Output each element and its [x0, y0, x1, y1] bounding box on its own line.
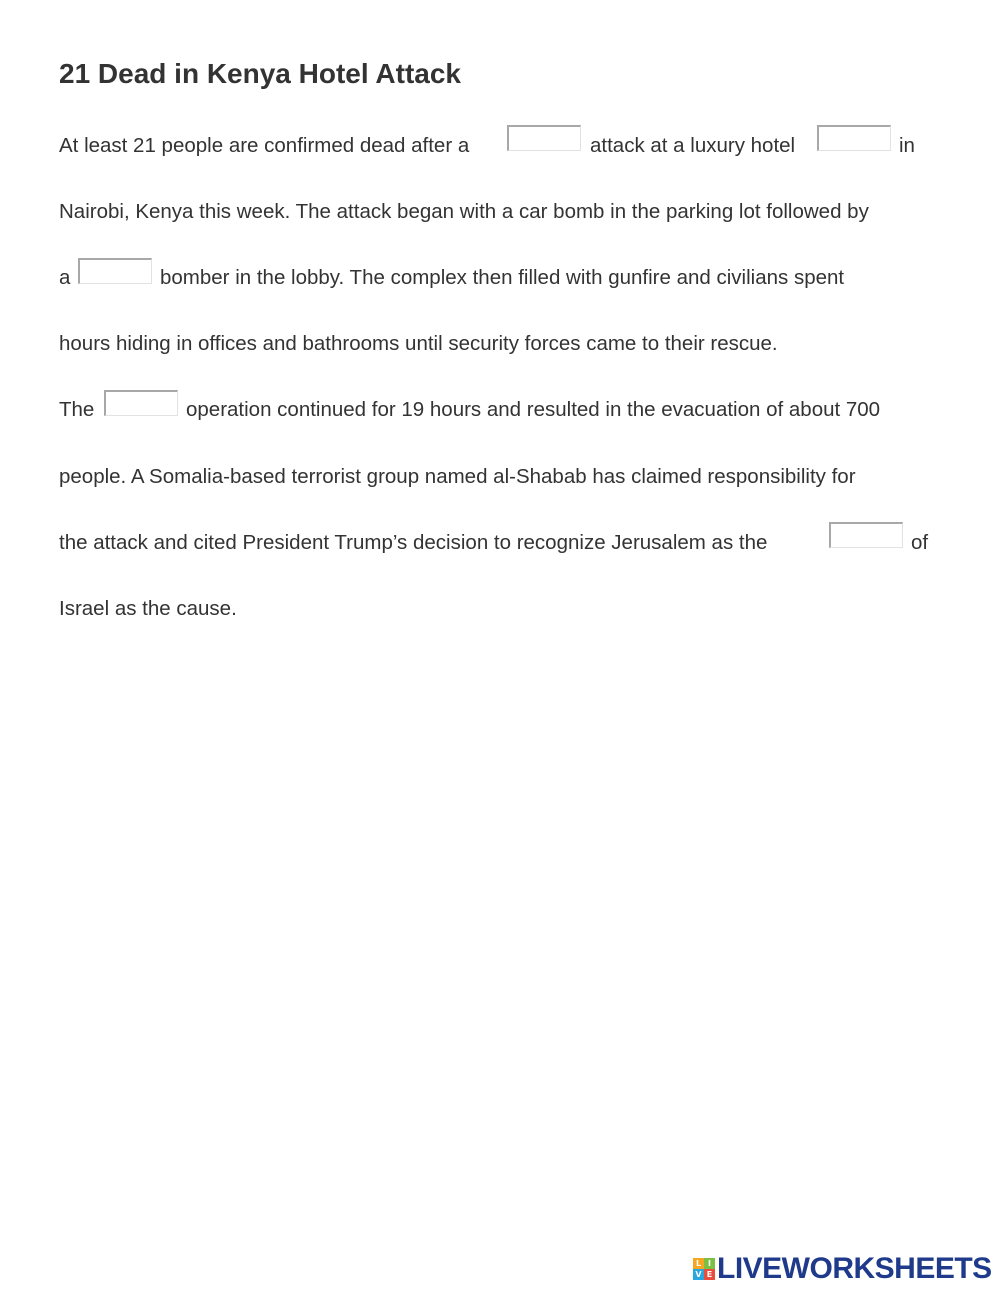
answer-blank-3[interactable]	[78, 258, 152, 284]
paragraph-line: hours hiding in offices and bathrooms until security forces came to their rescue.	[59, 332, 778, 355]
paragraph-line: operation continued for 19 hours and resulted in the evacuation of about 700	[186, 398, 881, 421]
paragraph-line: Israel as the cause.	[59, 597, 237, 620]
paragraph-line: Nairobi, Kenya this week. The attack began with a car bomb in the parking lot followed by	[59, 200, 869, 223]
liveworksheets-logo	[693, 1253, 992, 1285]
paragraph-line: At least 21 people are confirmed dead after a	[59, 134, 470, 157]
logo-letter-i: I	[704, 1258, 715, 1269]
logo-wordmark: LIVEWORKSHEETS	[717, 1252, 992, 1285]
logo-letter-e: E	[704, 1269, 715, 1280]
paragraph-line: attack at a luxury hotel	[590, 134, 796, 157]
paragraph-line: of	[911, 531, 929, 554]
logo-letter-l: L	[693, 1258, 704, 1269]
paragraph-line: the attack and cited President Trump’s decision to recognize Jerusalem as the	[59, 531, 768, 554]
logo-letter-v: V	[693, 1269, 704, 1280]
answer-blank-1[interactable]	[507, 125, 581, 151]
paragraph-line: bomber in the lobby. The complex then filled with gunfire and civilians spent	[160, 266, 845, 289]
worksheet-title: 21 Dead in Kenya Hotel Attack	[59, 58, 461, 89]
paragraph-line: The	[59, 398, 95, 421]
answer-blank-5[interactable]	[829, 522, 903, 548]
answer-blank-4[interactable]	[104, 390, 178, 416]
paragraph-line: people. A Somalia-based terrorist group named al-Shabab has claimed responsibility for	[59, 465, 856, 488]
paragraph-line: in	[899, 134, 915, 157]
paragraph-line: a	[59, 266, 71, 289]
logo-grid-icon	[693, 1258, 715, 1280]
answer-blank-2[interactable]	[817, 125, 891, 151]
